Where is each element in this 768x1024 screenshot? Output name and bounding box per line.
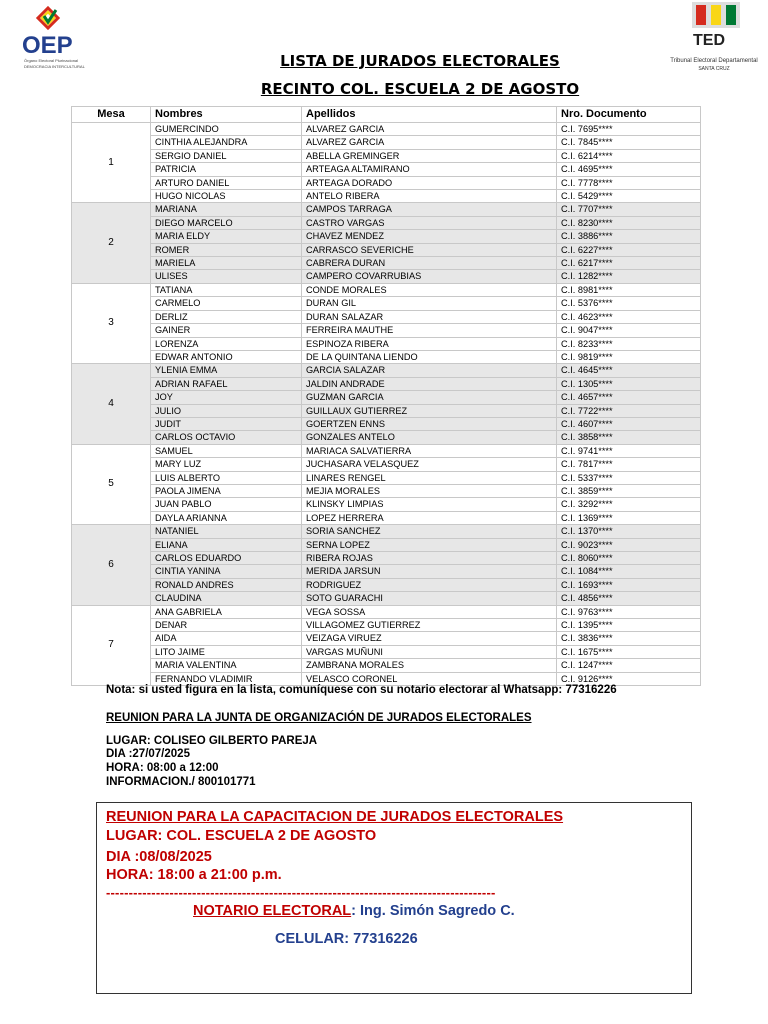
notario-line (193, 903, 515, 919)
apellidos-cell: VEIZAGA VIRUEZ (302, 632, 557, 645)
apellidos-cell: DURAN SALAZAR (302, 310, 557, 323)
nombres-cell: ANA GABRIELA (151, 605, 302, 618)
table-row (72, 525, 701, 538)
apellidos-cell: ZAMBRANA MORALES (302, 659, 557, 672)
capacitacion-hora: HORA: 18:00 a 21:00 p.m. (106, 867, 282, 883)
mesa-cell: 3 (72, 283, 151, 363)
mesa-cell: 7 (72, 605, 151, 685)
dashed-separator: -------------------------------------------------------------------------------------- (106, 885, 496, 900)
apellidos-cell: KLINSKY LIMPIAS (302, 498, 557, 511)
table-row (72, 645, 701, 658)
page-title: LISTA DE JURADOS ELECTORALES (280, 52, 560, 70)
documento-cell: C.I. 9741**** (557, 444, 701, 457)
table-row (72, 565, 701, 578)
apellidos-cell: ARTEAGA DORADO (302, 176, 557, 189)
table-row (72, 552, 701, 565)
apellidos-cell: CASTRO VARGAS (302, 216, 557, 229)
nombres-cell: GUMERCINDO (151, 123, 302, 136)
apellidos-cell: CAMPOS TARRAGA (302, 203, 557, 216)
documento-cell: C.I. 6227**** (557, 243, 701, 256)
mesa-cell: 5 (72, 444, 151, 524)
oep-emblem-icon (34, 6, 62, 34)
documento-cell: C.I. 4856**** (557, 592, 701, 605)
documento-cell: C.I. 4623**** (557, 310, 701, 323)
table-row (72, 337, 701, 350)
apellidos-cell: DURAN GIL (302, 297, 557, 310)
nombres-cell: RONALD ANDRES (151, 578, 302, 591)
apellidos-cell: GARCIA SALAZAR (302, 364, 557, 377)
jurados-table (71, 106, 701, 686)
nombres-cell: HUGO NICOLAS (151, 190, 302, 203)
documento-cell: C.I. 8981**** (557, 283, 701, 296)
nombres-cell: CARMELO (151, 297, 302, 310)
nombres-cell: PAOLA JIMENA (151, 484, 302, 497)
oep-name: OEP (22, 32, 73, 59)
documento-cell: C.I. 3292**** (557, 498, 701, 511)
nombres-cell: MARIA ELDY (151, 230, 302, 243)
documento-cell: C.I. 5376**** (557, 297, 701, 310)
apellidos-cell: VILLAGOMEZ GUTIERREZ (302, 619, 557, 632)
apellidos-cell: ANTELO RIBERA (302, 190, 557, 203)
table-row (72, 538, 701, 551)
meeting-organizacion-dia: DIA :27/07/2025 (106, 748, 190, 760)
table-row (72, 216, 701, 229)
table-row (72, 350, 701, 363)
table-row (72, 391, 701, 404)
apellidos-cell: FERREIRA MAUTHE (302, 324, 557, 337)
ted-name: TED (693, 32, 725, 49)
nombres-cell: TATIANA (151, 283, 302, 296)
apellidos-cell: CHAVEZ MENDEZ (302, 230, 557, 243)
documento-cell: C.I. 7722**** (557, 404, 701, 417)
documento-cell: C.I. 7845**** (557, 136, 701, 149)
table-row (72, 123, 701, 136)
apellidos-cell: ALVAREZ GARCIA (302, 136, 557, 149)
nombres-cell: ROMER (151, 243, 302, 256)
documento-cell: C.I. 5337**** (557, 471, 701, 484)
apellidos-cell: RIBERA ROJAS (302, 552, 557, 565)
documento-cell: C.I. 9023**** (557, 538, 701, 551)
table-row (72, 592, 701, 605)
column-header-apellidos: Apellidos (302, 107, 557, 123)
nombres-cell: MARIANA (151, 203, 302, 216)
table-row (72, 176, 701, 189)
documento-cell: C.I. 4657**** (557, 391, 701, 404)
apellidos-cell: CARRASCO SEVERICHE (302, 243, 557, 256)
apellidos-cell: JALDIN ANDRADE (302, 377, 557, 390)
table-row (72, 632, 701, 645)
table-row (72, 136, 701, 149)
nombres-cell: PATRICIA (151, 163, 302, 176)
nombres-cell: JUAN PABLO (151, 498, 302, 511)
mesa-cell: 2 (72, 203, 151, 283)
apellidos-cell: DE LA QUINTANA LIENDO (302, 350, 557, 363)
capacitacion-title: REUNION PARA LA CAPACITACION DE JURADOS ELECTORALES (106, 809, 564, 825)
table-row (72, 431, 701, 444)
table-row (72, 659, 701, 672)
meeting-organizacion-info: INFORMACION./ 800101771 (106, 776, 256, 788)
mesa-cell: 4 (72, 364, 151, 444)
apellidos-cell: LOPEZ HERRERA (302, 511, 557, 524)
nombres-cell: CINTIA YANINA (151, 565, 302, 578)
table-row (72, 364, 701, 377)
nombres-cell: JULIO (151, 404, 302, 417)
apellidos-cell: ESPINOZA RIBERA (302, 337, 557, 350)
documento-cell: C.I. 9047**** (557, 324, 701, 337)
table-row (72, 283, 701, 296)
table-row (72, 484, 701, 497)
apellidos-cell: GUILLAUX GUTIERREZ (302, 404, 557, 417)
table-row (72, 404, 701, 417)
documento-cell: C.I. 8060**** (557, 552, 701, 565)
apellidos-cell: SOTO GUARACHI (302, 592, 557, 605)
documento-cell: C.I. 6214**** (557, 149, 701, 162)
apellidos-cell: MARIACA SALVATIERRA (302, 444, 557, 457)
notario-label: NOTARIO ELECTORAL (193, 903, 352, 919)
table-row (72, 458, 701, 471)
nombres-cell: FERNANDO VLADIMIR (151, 672, 302, 685)
documento-cell: C.I. 7707**** (557, 203, 701, 216)
apellidos-cell: CABRERA DURAN (302, 257, 557, 270)
documento-cell: C.I. 1370**** (557, 525, 701, 538)
nombres-cell: CARLOS EDUARDO (151, 552, 302, 565)
page-subtitle: RECINTO COL. ESCUELA 2 DE AGOSTO (260, 80, 580, 98)
documento-cell: C.I. 1369**** (557, 511, 701, 524)
table-row (72, 310, 701, 323)
meeting-organizacion-title: REUNION PARA LA JUNTA DE ORGANIZACIÓN DE JURADOS ELECTORALES (106, 712, 532, 724)
apellidos-cell: CAMPERO COVARRUBIAS (302, 270, 557, 283)
nombres-cell: JUDIT (151, 417, 302, 430)
apellidos-cell: ALVAREZ GARCIA (302, 123, 557, 136)
documento-cell: C.I. 7778**** (557, 176, 701, 189)
table-row (72, 163, 701, 176)
documento-cell: C.I. 9763**** (557, 605, 701, 618)
apellidos-cell: MEJIA MORALES (302, 484, 557, 497)
nombres-cell: CINTHIA ALEJANDRA (151, 136, 302, 149)
apellidos-cell: RODRIGUEZ (302, 578, 557, 591)
nombres-cell: ELIANA (151, 538, 302, 551)
ted-subtitle: Tribunal Electoral Departamental (670, 58, 758, 64)
table-row (72, 444, 701, 457)
documento-cell: C.I. 9126**** (557, 672, 701, 685)
nombres-cell: LORENZA (151, 337, 302, 350)
table-row (72, 324, 701, 337)
documento-cell: C.I. 3858**** (557, 431, 701, 444)
nombres-cell: LUIS ALBERTO (151, 471, 302, 484)
documento-cell: C.I. 6217**** (557, 257, 701, 270)
documento-cell: C.I. 1247**** (557, 659, 701, 672)
nombres-cell: SERGIO DANIEL (151, 149, 302, 162)
documento-cell: C.I. 8230**** (557, 216, 701, 229)
table-row (72, 377, 701, 390)
table-row (72, 203, 701, 216)
meeting-organizacion-hora: HORA: 08:00 a 12:00 (106, 762, 219, 774)
documento-cell: C.I. 4645**** (557, 364, 701, 377)
nombres-cell: DIEGO MARCELO (151, 216, 302, 229)
nombres-cell: SAMUEL (151, 444, 302, 457)
nombres-cell: LITO JAIME (151, 645, 302, 658)
column-header-documento: Nro. Documento (557, 107, 701, 123)
capacitacion-box (96, 802, 692, 994)
apellidos-cell: GONZALES ANTELO (302, 431, 557, 444)
apellidos-cell: GUZMAN GARCIA (302, 391, 557, 404)
capacitacion-dia: DIA :08/08/2025 (106, 849, 212, 865)
column-header-nombres: Nombres (151, 107, 302, 123)
documento-cell: C.I. 1675**** (557, 645, 701, 658)
nombres-cell: ARTURO DANIEL (151, 176, 302, 189)
apellidos-cell: MERIDA JARSUN (302, 565, 557, 578)
table-row (72, 578, 701, 591)
nombres-cell: DAYLA ARIANNA (151, 511, 302, 524)
oep-subtitle: Órgano Electoral Plurinacional (24, 58, 79, 63)
table-row (72, 511, 701, 524)
nombres-cell: EDWAR ANTONIO (151, 350, 302, 363)
apellidos-cell: ARTEAGA ALTAMIRANO (302, 163, 557, 176)
documento-cell: C.I. 1084**** (557, 565, 701, 578)
documento-cell: C.I. 1282**** (557, 270, 701, 283)
nombres-cell: DERLIZ (151, 310, 302, 323)
nombres-cell: CLAUDINA (151, 592, 302, 605)
apellidos-cell: GOERTZEN ENNS (302, 417, 557, 430)
nombres-cell: NATANIEL (151, 525, 302, 538)
nombres-cell: AIDA (151, 632, 302, 645)
nombres-cell: CARLOS OCTAVIO (151, 431, 302, 444)
nombres-cell: MARY LUZ (151, 458, 302, 471)
table-row (72, 243, 701, 256)
table-header-row (72, 107, 701, 123)
nombres-cell: MARIA VALENTINA (151, 659, 302, 672)
capacitacion-lugar: LUGAR: COL. ESCUELA 2 DE AGOSTO (106, 828, 377, 844)
apellidos-cell: VARGAS MUÑUNI (302, 645, 557, 658)
nombres-cell: GAINER (151, 324, 302, 337)
table-row (72, 149, 701, 162)
column-header-mesa: Mesa (72, 107, 151, 123)
documento-cell: C.I. 1693**** (557, 578, 701, 591)
table-row (72, 471, 701, 484)
apellidos-cell: CONDE MORALES (302, 283, 557, 296)
table-row (72, 297, 701, 310)
ted-flag-icon (692, 2, 740, 28)
mesa-cell: 6 (72, 525, 151, 605)
documento-cell: C.I. 3836**** (557, 632, 701, 645)
table-row (72, 230, 701, 243)
apellidos-cell: JUCHASARA VELASQUEZ (302, 458, 557, 471)
nombres-cell: JOY (151, 391, 302, 404)
table-row (72, 619, 701, 632)
table-row (72, 190, 701, 203)
meeting-organizacion-lugar: LUGAR: COLISEO GILBERTO PAREJA (106, 735, 318, 747)
documento-cell: C.I. 7817**** (557, 458, 701, 471)
apellidos-cell: SORIA SANCHEZ (302, 525, 557, 538)
table-row (72, 498, 701, 511)
apellidos-cell: LINARES RENGEL (302, 471, 557, 484)
table-body (72, 123, 701, 686)
whatsapp-note: Nota: si usted figura en la lista, comuníquese con su notario electorar al Whatsapp: 77316226 (106, 684, 617, 696)
table-row (72, 605, 701, 618)
documento-cell: C.I. 4695**** (557, 163, 701, 176)
documento-cell: C.I. 3859**** (557, 484, 701, 497)
documento-cell: C.I. 7695**** (557, 123, 701, 136)
nombres-cell: MARIELA (151, 257, 302, 270)
apellidos-cell: VELASCO CORONEL (302, 672, 557, 685)
apellidos-cell: VEGA SOSSA (302, 605, 557, 618)
documento-cell: C.I. 8233**** (557, 337, 701, 350)
notario-name: : Ing. Simón Sagredo C. (351, 903, 515, 919)
mesa-cell: 1 (72, 123, 151, 203)
documento-cell: C.I. 5429**** (557, 190, 701, 203)
documento-cell: C.I. 1305**** (557, 377, 701, 390)
ted-subtitle-2: SANTA CRUZ (698, 66, 730, 72)
apellidos-cell: ABELLA GREMINGER (302, 149, 557, 162)
documento-cell: C.I. 9819**** (557, 350, 701, 363)
documento-cell: C.I. 3886**** (557, 230, 701, 243)
nombres-cell: ULISES (151, 270, 302, 283)
table-row (72, 417, 701, 430)
table-row (72, 257, 701, 270)
nombres-cell: ADRIAN RAFAEL (151, 377, 302, 390)
apellidos-cell: SERNA LOPEZ (302, 538, 557, 551)
table-row (72, 270, 701, 283)
notario-celular: CELULAR: 77316226 (275, 931, 418, 947)
documento-cell: C.I. 4607**** (557, 417, 701, 430)
documento-cell: C.I. 1395**** (557, 619, 701, 632)
nombres-cell: DENAR (151, 619, 302, 632)
oep-subtitle-2: DEMOCRACIA INTERCULTURAL (24, 64, 85, 69)
nombres-cell: YLENIA EMMA (151, 364, 302, 377)
